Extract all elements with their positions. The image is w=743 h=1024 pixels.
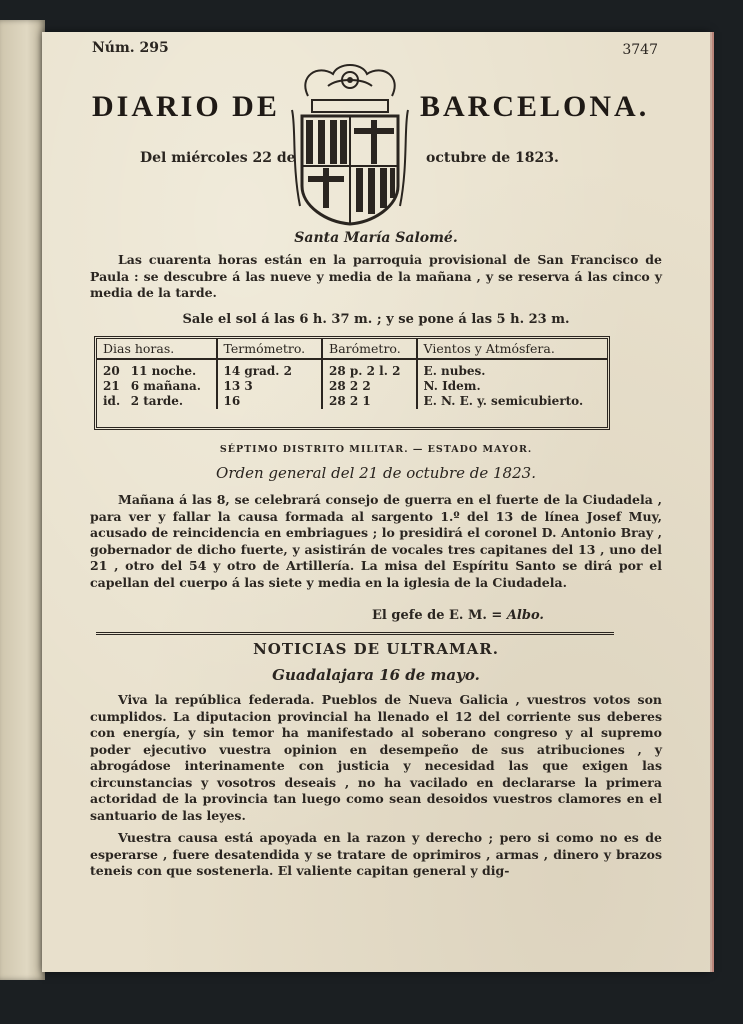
saint-of-the-day: Santa María Salomé. <box>294 230 458 246</box>
weather-wind: E. N. E. y. semicubierto. <box>423 394 584 408</box>
weather-row <box>97 379 607 394</box>
weather-hour: 6 mañana. <box>125 379 217 394</box>
news-place-date: Guadalajara 16 de mayo. <box>272 666 480 684</box>
weather-hour: 11 noche. <box>125 359 217 379</box>
coat-of-arms-icon <box>288 56 412 228</box>
weather-row <box>97 394 607 409</box>
weather-header-barometer: Barómetro. <box>322 339 417 359</box>
news-paragraph-2: Vuestra causa está apoyada en la razon y derecho ; pero si como no es de esperarse , fuere desatendida y se tratare de oprimiros , armas , dinero y brazos teneis con que sostenerla. El valiente capitan general y dig- <box>90 830 662 878</box>
weather-wind: N. Idem. <box>423 379 481 393</box>
weather-day: id. <box>103 394 121 408</box>
weather-temp: 14 grad. 2 <box>217 359 323 379</box>
weather-hour: 2 tarde. <box>125 394 217 409</box>
weather-day: 21 <box>103 379 120 393</box>
news-section-title: NOTICIAS DE ULTRAMAR. <box>253 640 499 658</box>
weather-header-thermometer: Termómetro. <box>217 339 323 359</box>
weather-temp: 16 <box>217 394 323 409</box>
forty-hours-notice: Las cuarenta horas están en la parroquia provisional de San Francisco de Paula : se descubre á las nueve y media de la mañana , y se reserva á las cinco y media de la tarde. <box>90 252 662 300</box>
signature-prefix: El gefe de E. M. = <box>372 608 503 623</box>
weather-table <box>94 336 610 430</box>
date-left: Del miércoles 22 de <box>140 150 296 166</box>
military-heading: SÉPTIMO DISTRITO MILITAR. — ESTADO MAYOR. <box>219 444 533 455</box>
masthead-title-left: DIARIO DE <box>92 90 280 123</box>
newspaper-page <box>42 32 710 972</box>
military-order-body: Mañana á las 8, se celebrará consejo de guerra en el fuerte de la Ciudadela , para ver y fallar la causa formada al sargento 1.º del 13 de línea Josef Muy, acusado de reincidencia en embriagues ; lo presidirá el coronel D. Antonio Bray , gobernador de dicho fuerte, y asistirán de vocales tres capitanes del 13 , uno del 21 , otro del 54 y otro de Artillería. La misa del Espíritu Santo se dirá por el capellan del cuerpo á las siete y media en la iglesia de la Ciudadela. <box>90 492 662 590</box>
signature-name: Albo. <box>506 608 544 623</box>
order-title: Orden general del 21 de octubre de 1823. <box>216 464 536 482</box>
page-number: 3747 <box>622 42 658 58</box>
news-paragraph-1: Viva la república federada. Pueblos de Nueva Galicia , vuestros votos son cumplidos. La diputacion provincial ha llenado el 12 del corriente sus deberes con energía, y sin temor ha manifestado al soberano congreso y al supremo poder ejecutivo vuestra opinion en desempeño de sus atribuciones , y abrogádose interinamente con justicia y necesidad las que exigen las circunstancias y vosotros deseais , no ha vacilado en declararse la primera actoridad de la provincia tan luego como sean desoidos vuestros clamores en el santuario de las leyes. <box>90 692 662 823</box>
section-divider <box>96 632 614 635</box>
weather-row <box>97 359 607 379</box>
date-right: octubre de 1823. <box>426 150 559 166</box>
masthead-title-right: BARCELONA. <box>420 90 650 123</box>
weather-header-winds: Vientos y Atmósfera. <box>417 339 607 359</box>
military-signature <box>372 608 544 623</box>
weather-header-row <box>97 339 607 359</box>
weather-wind: E. nubes. <box>423 364 486 378</box>
weather-temp: 13 3 <box>217 379 323 394</box>
weather-header-days: Dias horas. <box>97 339 217 359</box>
weather-pressure: 28 2 1 <box>322 394 417 409</box>
sunrise-sunset: Sale el sol á las 6 h. 37 m. ; y se pone á las 5 h. 23 m. <box>182 312 570 327</box>
weather-day: 20 <box>103 364 120 378</box>
weather-pressure: 28 p. 2 l. 2 <box>322 359 417 379</box>
adjacent-page-edge <box>0 20 45 980</box>
weather-pressure: 28 2 2 <box>322 379 417 394</box>
issue-number: Núm. 295 <box>92 40 169 56</box>
